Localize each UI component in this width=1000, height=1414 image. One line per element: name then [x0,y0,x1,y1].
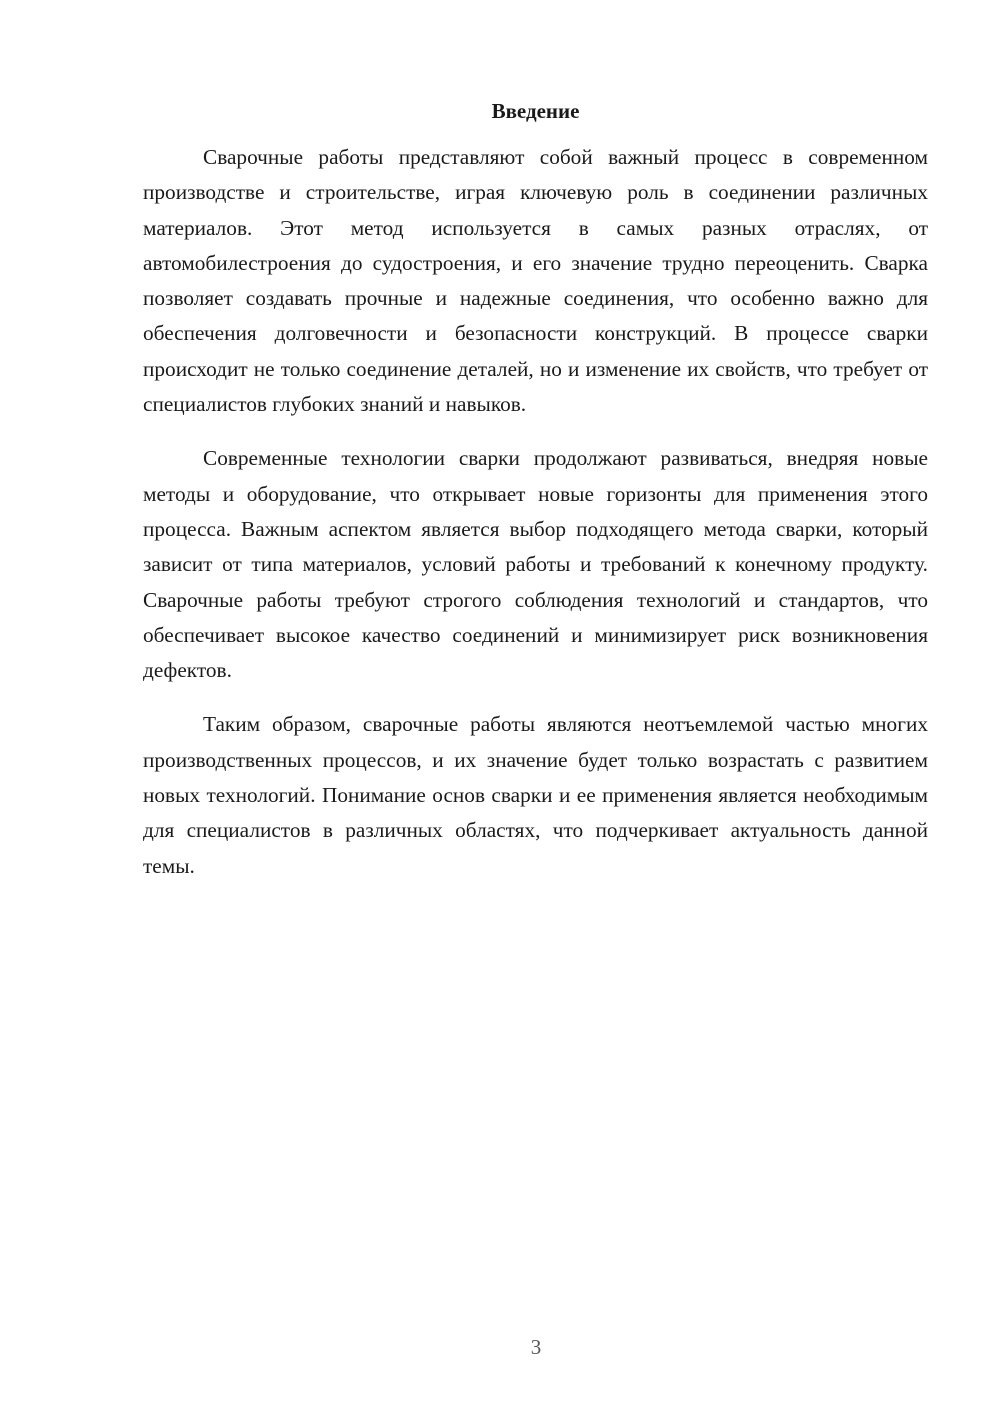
body-text [143,140,928,903]
section-heading: Введение [491,99,580,123]
page-number: 3 [530,1335,542,1359]
paragraph-1: Сварочные работы представляют собой важный процесс в современном производстве и строительстве, играя ключевую роль в соединении различных материалов. Этот метод используется в самых разных отраслях, от автомобилестроения до судостроения, и его значение трудно переоценить. Сварка позволяет создавать прочные и надежные соединения, что особенно важно для обеспечения долговечности и безопасности конструкций. В процессе сварки происходит не только соединение деталей, но и изменение их свойств, что требует от специалистов глубоких знаний и навыков. [143,145,928,417]
paragraph-2: Современные технологии сварки продолжают развиваться, внедряя новые методы и оборудование, что открывает новые горизонты для применения этого процесса. Важным аспектом является выбор подходящего метода сварки, который зависит от типа материалов, условий работы и требований к конечному продукту. Сварочные работы требуют строгого соблюдения технологий и стандартов, что обеспечивает высокое качество соединений и минимизирует риск возникновения дефектов. [143,446,928,683]
paragraph-3: Таким образом, сварочные работы являются неотъемлемой частью многих производственных процессов, и их значение будет только возрастать с развитием новых технологий. Понимание основ сварки и ее применения является необходимым для специалистов в различных областях, что подчеркивает актуальность данной темы. [143,712,928,878]
